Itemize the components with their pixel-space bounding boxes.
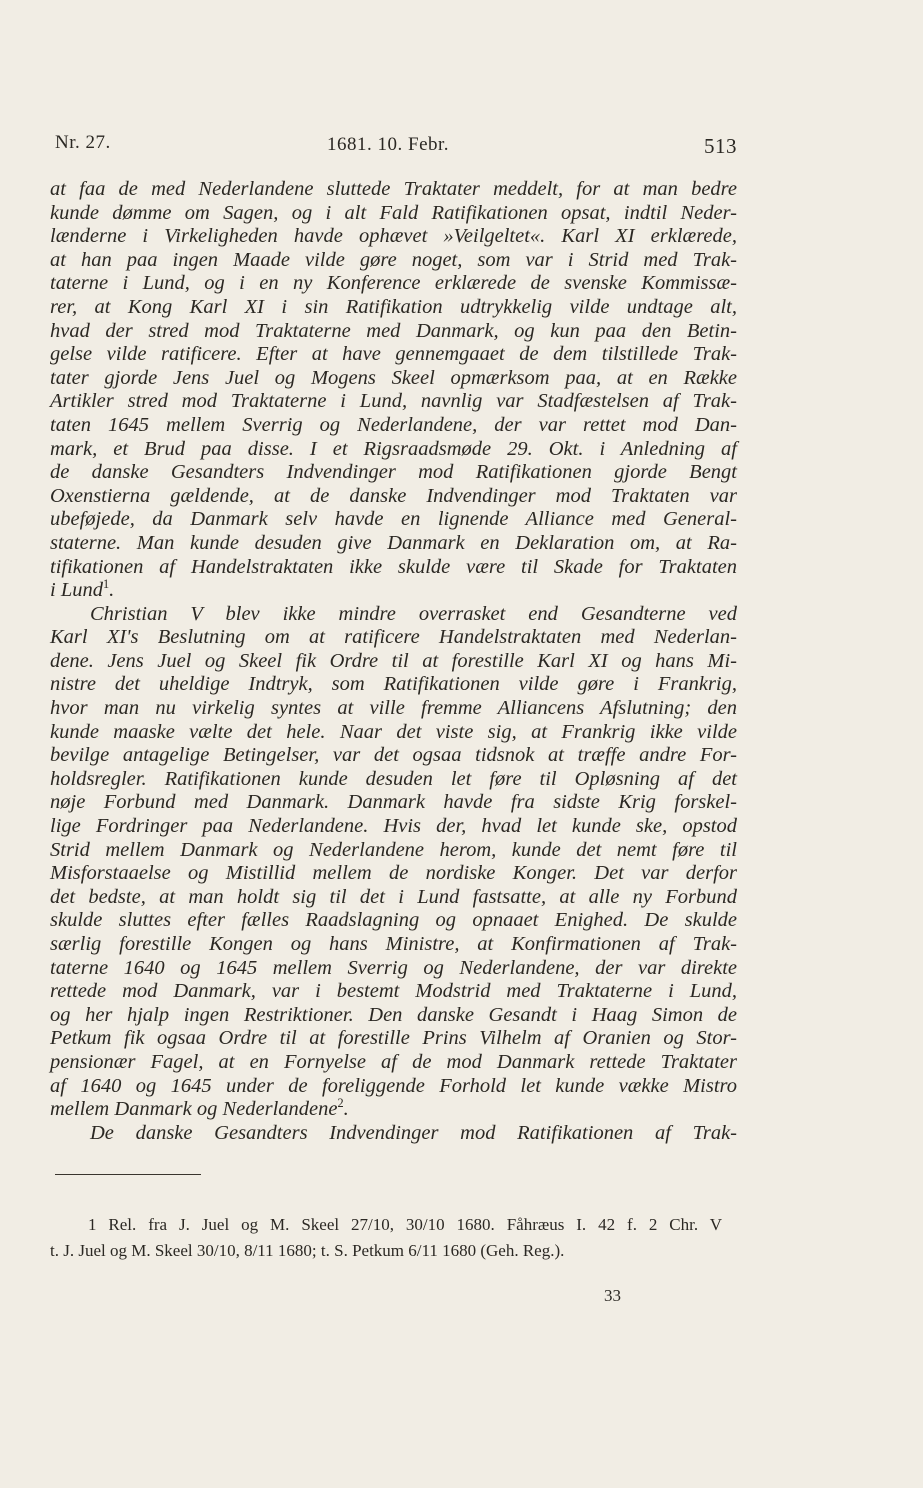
text-line — [50, 933, 737, 957]
text-line — [50, 1027, 737, 1051]
text-line — [50, 249, 737, 273]
text-line — [50, 791, 737, 815]
text-line-content: tifikationen af Handelstraktaten ikke skulde være til Skade for Traktaten — [50, 555, 737, 578]
text-line-content: lænderne i Virkeligheden havde ophævet »Veilgeltet«. Karl XI erklærede, — [50, 225, 737, 248]
text-line-tail: . — [343, 1098, 349, 1121]
text-line-content: skulde sluttes efter fælles Raadslagning og opnaaet Enighed. De skulde — [50, 909, 737, 932]
text-line — [50, 438, 737, 462]
text-line-content: taterne 1640 og 1645 mellem Sverrig og Nederlandene, der var direkte — [50, 956, 737, 979]
text-line-content: taterne i Lund, og i en ny Konference erklærede de svenske Kommissæ- — [50, 272, 737, 295]
text-line — [50, 697, 737, 721]
sheet-signature: 33 — [604, 1286, 621, 1305]
text-line — [50, 886, 737, 910]
text-line-content: hvad der stred mod Traktaterne med Danmark, og kun paa den Betin- — [50, 319, 737, 342]
text-line-content: særlig forestille Kongen og hans Ministre, at Konfirmationen af Trak- — [50, 933, 737, 955]
text-line — [50, 367, 737, 391]
text-line — [50, 556, 737, 580]
text-line-content: ubeføjede, da Danmark selv havde en lignende Alliance med General- — [50, 508, 737, 531]
text-line — [50, 1098, 737, 1122]
text-line-content: i Lund — [50, 579, 103, 602]
text-line-content: af 1640 og 1645 under de foreliggende Forhold let kunde vække Mistro — [50, 1074, 737, 1097]
text-line — [50, 343, 737, 367]
text-line-content: bevilge antagelige Betingelser, var det ogsaa tidsnok at træffe andre For- — [50, 744, 737, 767]
text-line — [50, 626, 737, 650]
footnote-marker: 2 — [337, 1096, 344, 1111]
text-line-content: lige Fordringer paa Nederlandene. Hvis der, hvad let kunde ske, opstod — [50, 815, 737, 838]
text-line-content: taten 1645 mellem Sverrig og Nederlandene, der var rettet mod Dan- — [50, 413, 737, 436]
text-line-content: mellem Danmark og Nederlandene — [50, 1098, 338, 1121]
text-line — [50, 1122, 737, 1146]
text-line — [50, 532, 737, 556]
text-line — [50, 414, 737, 438]
text-line-content: dene. Jens Juel og Skeel fik Ordre til at forestille Karl XI og hans Mi- — [50, 649, 737, 672]
text-line-content: nistre det uheldige Indtryk, som Ratifikationen vilde gøre i Frankrig, — [50, 673, 737, 696]
text-line-content: Artikler stred mod Traktaterne i Lund, navnlig var Stadfæstelsen af Trak- — [50, 390, 737, 413]
text-line-content: rettede mod Danmark, var i bestemt Modstrid med Traktaterne i Lund, — [50, 980, 737, 1003]
text-line — [50, 909, 737, 933]
text-line — [50, 508, 737, 532]
text-line — [50, 320, 737, 344]
text-line — [50, 768, 737, 792]
text-line — [50, 744, 737, 768]
footnote-line: t. J. Juel og M. Skeel 30/10, 8/11 1680; t. S. Petkum 6/11 1680 (Geh. Reg.). — [50, 1241, 565, 1260]
text-line-content: Petkum fik ogsaa Ordre til at forestille Prins Vilhelm af Oranien og Stor- — [50, 1027, 737, 1050]
text-line — [50, 721, 737, 745]
text-line — [50, 673, 737, 697]
text-line-content: og her hjalp ingen Restriktioner. Den danske Gesandt i Haag Simon de — [50, 1003, 737, 1026]
header-date: 1681. 10. Febr. — [327, 134, 450, 155]
text-line-content: Oxenstierna gældende, at de danske Indvendinger mod Traktaten var — [50, 484, 737, 507]
text-line — [50, 225, 737, 249]
text-line — [50, 862, 737, 886]
text-line-content: kunde dømme om Sagen, og i alt Fald Ratifikationen opsat, indtil Neder- — [50, 201, 737, 224]
text-line-content: holdsregler. Ratifikationen kunde desuden let føre til Opløsning af det — [50, 767, 737, 790]
footnotes — [50, 1212, 722, 1264]
text-line — [50, 650, 737, 674]
page-number: 513 — [704, 134, 737, 158]
text-line-content: nøje Forbund med Danmark. Danmark havde fra sidste Krig forskel- — [50, 791, 737, 814]
text-line-content: staterne. Man kunde desuden give Danmark en Deklaration om, at Ra- — [50, 531, 737, 554]
text-line-content: at faa de med Nederlandene sluttede Traktater meddelt, for at man bedre — [50, 178, 737, 200]
text-line-content: tater gjorde Jens Juel og Mogens Skeel opmærksom paa, at en Række — [50, 366, 737, 389]
text-line-content: de danske Gesandters Indvendinger mod Ratifikationen gjorde Bengt — [50, 461, 737, 484]
text-line — [50, 461, 737, 485]
text-line — [50, 1051, 737, 1075]
text-line-content: Karl XI's Beslutning om at ratificere Handelstraktaten med Nederlan- — [50, 626, 737, 649]
text-line-content: pensionær Fagel, at en Fornyelse af de mod Danmark rettede Traktater — [50, 1050, 737, 1073]
text-line — [50, 296, 737, 320]
footnote-line: 1 Rel. fra J. Juel og M. Skeel 27/10, 30/10 1680. Fåhræus I. 42 f. 2 Chr. V — [88, 1215, 722, 1234]
text-line — [50, 1075, 737, 1099]
text-line-content: det bedste, at man holdt sig til det i Lund fastsatte, at alle ny Forbund — [50, 885, 737, 908]
text-line-content: mark, et Brud paa disse. I et Rigsraadsmøde 29. Okt. i Anledning af — [50, 437, 737, 460]
header-document-number: Nr. 27. — [55, 132, 111, 153]
text-line-content: De danske Gesandters Indvendinger mod Ratifikationen af Trak- — [90, 1121, 737, 1144]
text-line-content: Misforstaaelse og Mistillid mellem de nordiske Konger. Det var derfor — [50, 862, 737, 885]
text-line — [50, 178, 737, 202]
footnote-separator — [55, 1174, 201, 1175]
text-line — [50, 957, 737, 981]
text-line — [50, 815, 737, 839]
text-line-content: rer, at Kong Karl XI i sin Ratifikation udtrykkelig vilde undtage alt, — [50, 295, 737, 318]
text-line — [50, 202, 737, 226]
text-line-content: hvor man nu virkelig syntes at ville fremme Alliancens Afslutning; den — [50, 697, 737, 720]
text-line-content: Strid mellem Danmark og Nederlandene herom, kunde det nemt føre til — [50, 838, 737, 861]
text-line — [50, 980, 737, 1004]
text-line — [50, 839, 737, 863]
text-line — [50, 603, 737, 627]
text-line — [50, 390, 737, 414]
text-line — [50, 579, 737, 603]
text-line-content: at han paa ingen Maade vilde gøre noget, som var i Strid med Trak- — [50, 248, 737, 271]
text-line-content: Christian V blev ikke mindre overrasket end Gesandterne ved — [90, 602, 737, 625]
text-line — [50, 272, 737, 296]
text-line — [50, 485, 737, 509]
text-line — [50, 1004, 737, 1028]
running-header — [55, 132, 737, 162]
text-line-tail: . — [109, 579, 115, 602]
text-line-content: gelse vilde ratificere. Efter at have gennemgaaet de dem tilstillede Trak- — [50, 343, 737, 366]
footnote-marker: 1 — [102, 577, 110, 592]
text-line-content: kunde maaske vælte det hele. Naar det viste sig, at Frankrig ikke vilde — [50, 720, 737, 743]
body-text — [50, 178, 737, 1145]
